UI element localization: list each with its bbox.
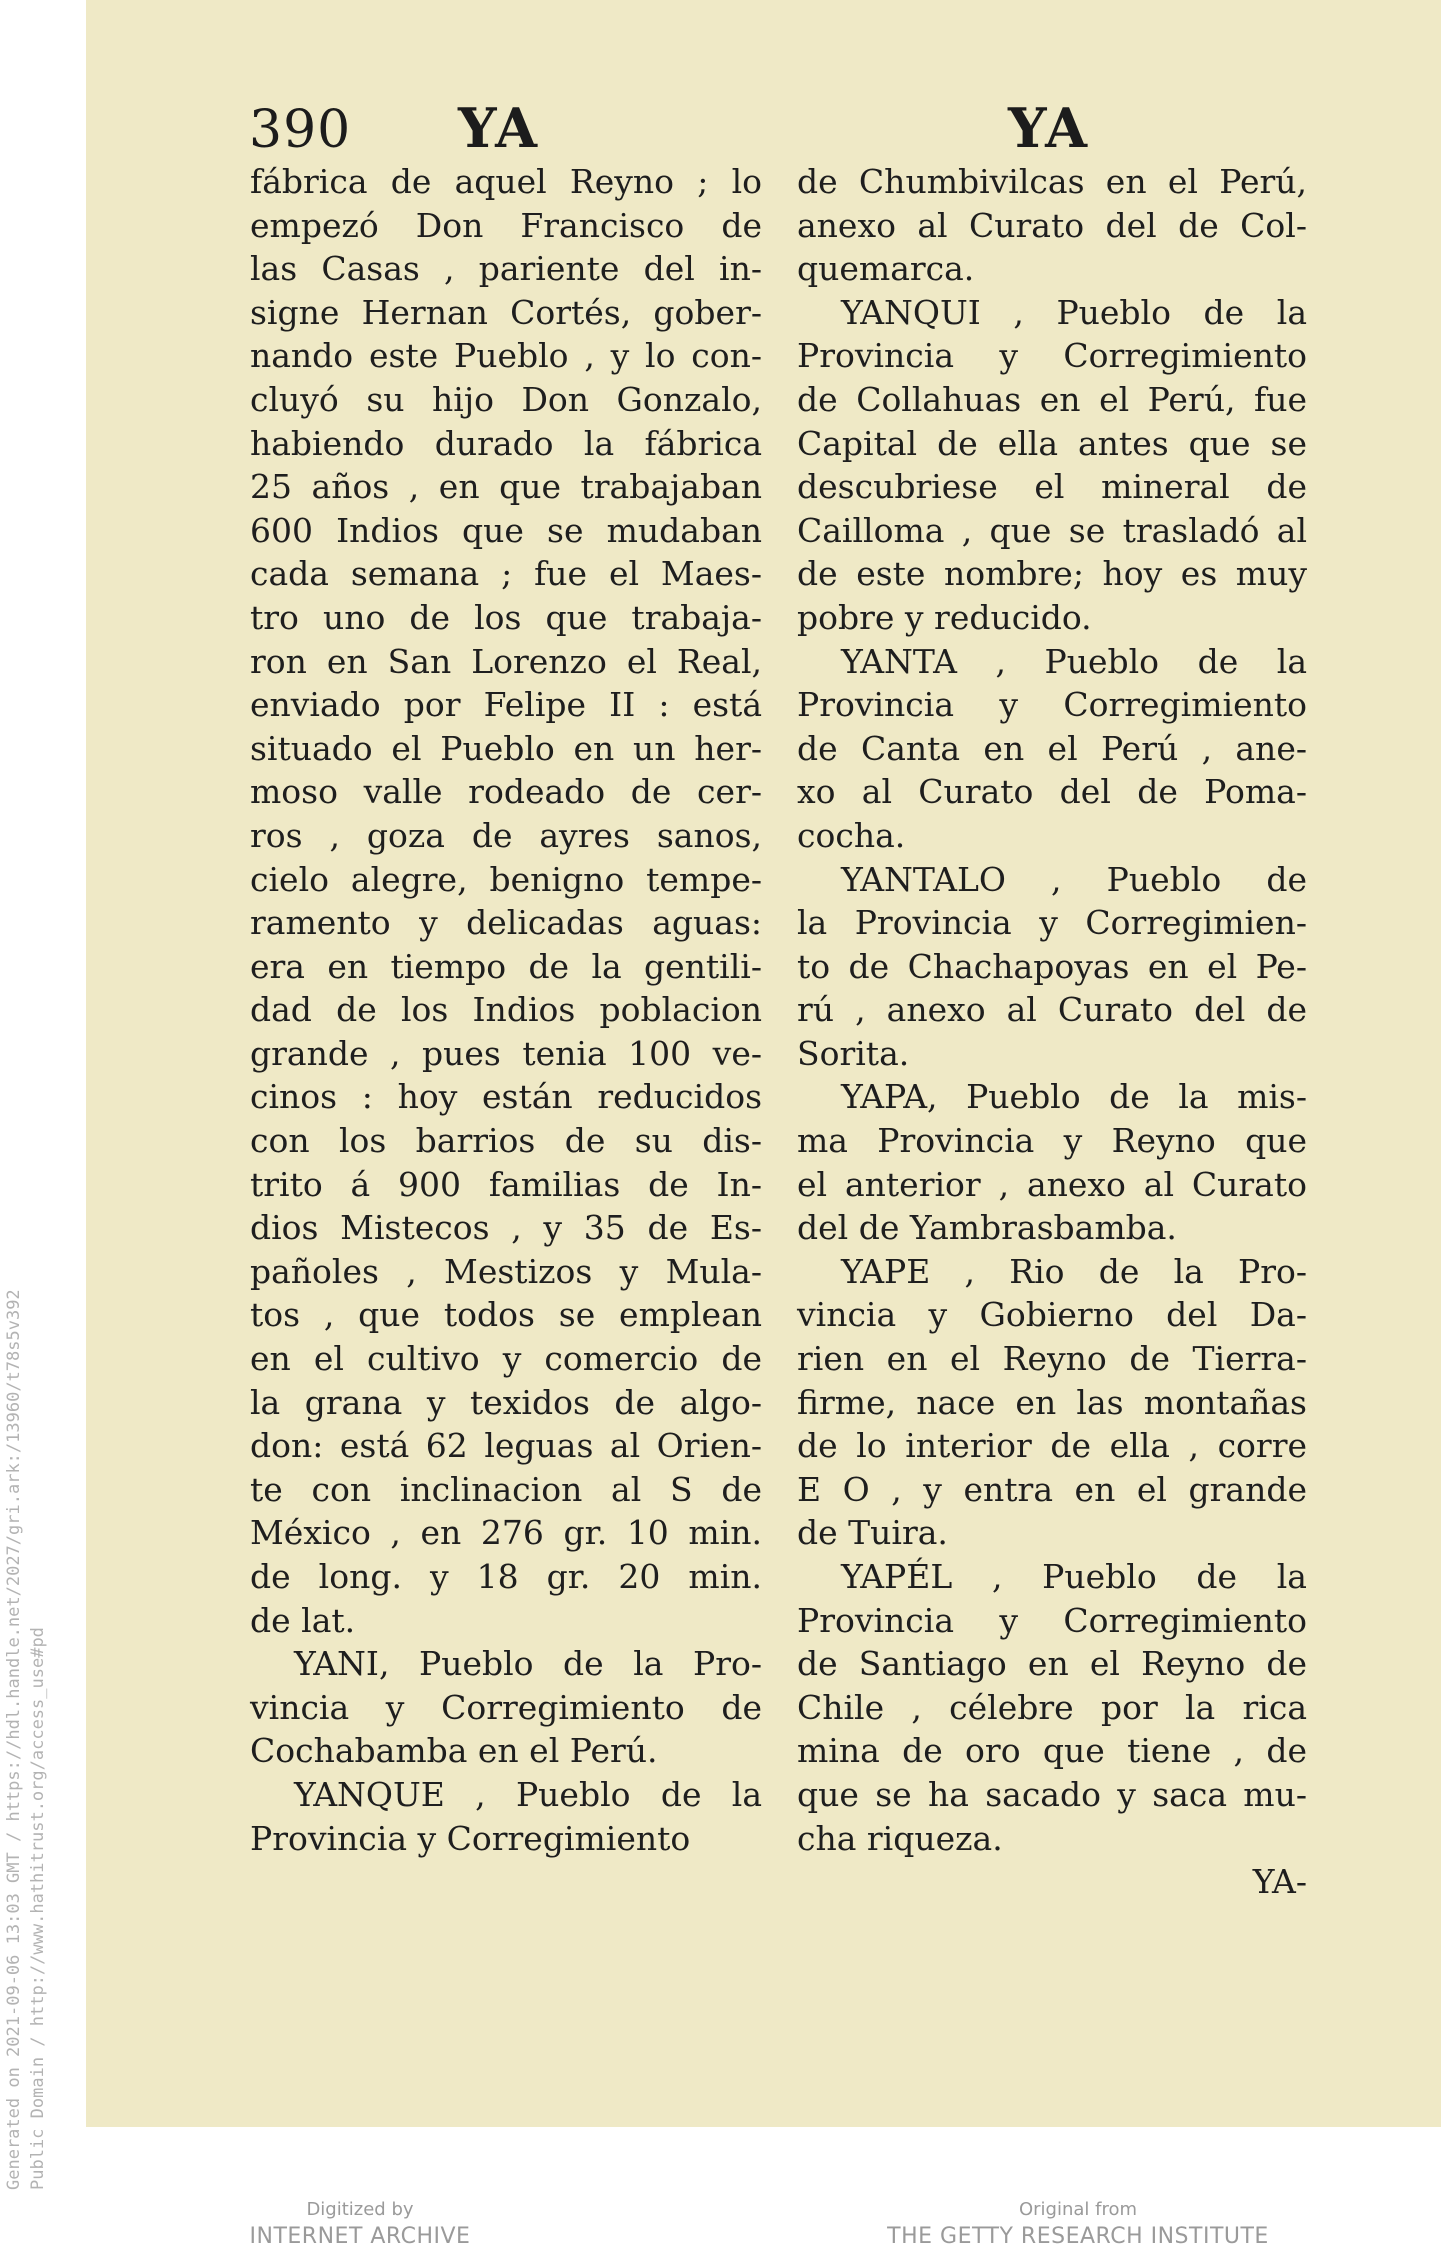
text-line: la Provincia y Corregimien- <box>797 903 1307 943</box>
digitizer-name: INTERNET ARCHIVE <box>249 2224 471 2249</box>
text-line: cada semana ; fue el Maes- <box>250 554 762 594</box>
text-line: ron en San Lorenzo el Real, <box>250 641 762 681</box>
text-line: Provincia y Corregimiento <box>797 685 1307 725</box>
text-line: dad de los Indios poblacion <box>250 990 762 1030</box>
text-line: Cochabamba en el Perú. <box>250 1731 658 1771</box>
text-line: de lo interior de ella , corre <box>797 1426 1307 1466</box>
text-line: de Santiago en el Reyno de <box>797 1644 1307 1684</box>
original-source-name: THE GETTY RESEARCH INSTITUTE <box>887 2224 1269 2249</box>
text-line: Provincia y Corregimiento <box>797 336 1307 376</box>
text-line: vincia y Gobierno del Da- <box>797 1295 1307 1335</box>
text-line: era en tiempo de la gentili- <box>250 946 762 986</box>
text-line: rien en el Reyno de Tierra- <box>797 1339 1307 1379</box>
text-line: México , en 276 gr. 10 min. <box>250 1513 762 1553</box>
text-line: cinos : hoy están reducidos <box>250 1077 762 1117</box>
text-line: de Tuira. <box>797 1513 948 1553</box>
text-line: de este nombre; hoy es muy <box>797 554 1307 594</box>
text-line: mina de oro que tiene , de <box>797 1731 1307 1771</box>
text-line: enviado por Felipe II : está <box>250 685 762 725</box>
text-line: YA- <box>1252 1862 1307 1902</box>
text-column-left <box>250 160 762 1860</box>
text-line: ramento y delicadas aguas: <box>250 903 762 943</box>
text-line: te con inclinacion al S de <box>250 1469 762 1509</box>
text-line: xo al Curato del de Poma- <box>797 772 1307 812</box>
text-line: de lat. <box>250 1600 356 1640</box>
text-line: cluyó su hijo Don Gonzalo, <box>250 379 762 419</box>
text-line: cielo alegre, benigno tempe- <box>250 859 762 899</box>
text-line: Provincia y Corregimiento <box>797 1600 1307 1640</box>
digitized-by-label: Digitized by <box>306 2199 414 2220</box>
text-line: tro uno de los que trabaja- <box>250 597 762 637</box>
text-line: Sorita. <box>797 1033 910 1073</box>
text-line: situado el Pueblo en un her- <box>250 728 762 768</box>
text-column-right <box>797 160 1307 1904</box>
text-line: YANI, Pueblo de la Pro- <box>294 1644 762 1684</box>
text-line: YANTA , Pueblo de la <box>841 641 1307 681</box>
text-line: signe Hernan Cortés, gober- <box>250 292 762 332</box>
original-from-label: Original from <box>1018 2199 1138 2220</box>
text-line: descubriese el mineral de <box>797 467 1307 507</box>
text-line: de long. y 18 gr. 20 min. <box>250 1557 762 1596</box>
text-line: empezó Don Francisco de <box>250 205 762 245</box>
text-line: ma Provincia y Reyno que <box>797 1121 1307 1161</box>
text-line: habiendo durado la fábrica <box>250 423 762 463</box>
text-line: las Casas , pariente del in- <box>250 249 762 289</box>
text-line: cocha. <box>797 815 906 855</box>
text-line: YAPE , Rio de la Pro- <box>841 1251 1307 1291</box>
text-line: del de Yambrasbamba. <box>797 1208 1177 1248</box>
text-line: fábrica de aquel Reyno ; lo <box>250 162 762 201</box>
text-line: anexo al Curato del de Col- <box>797 205 1307 245</box>
text-line: trito á 900 familias de In- <box>250 1164 762 1204</box>
text-line: de Collahuas en el Perú, fue <box>797 379 1307 419</box>
text-line: pañoles , Mestizos y Mula- <box>250 1251 762 1291</box>
watermark-line-generated: Generated on 2021-09-06 13:03 GMT / https://hdl.handle.net/2027/gri.ark:/13960/t78s5v392 <box>4 1289 24 2190</box>
text-line: E O , y entra en el grande <box>797 1469 1307 1509</box>
text-line: nando este Pueblo , y lo con- <box>250 336 762 376</box>
text-line: pobre y reducido. <box>797 597 1092 637</box>
running-head-right: YA <box>1008 96 1089 160</box>
text-line: dios Mistecos , y 35 de Es- <box>250 1208 762 1248</box>
text-line: la grana y texidos de algo- <box>250 1382 762 1422</box>
running-head-left: YA <box>458 96 539 160</box>
page-number: 390 <box>249 100 352 160</box>
text-line: to de Chachapoyas en el Pe- <box>797 946 1307 986</box>
text-line: YANQUI , Pueblo de la <box>841 292 1307 332</box>
text-line: YANTALO , Pueblo de <box>841 859 1307 899</box>
text-line: tos , que todos se emplean <box>250 1295 762 1335</box>
text-line: cha riqueza. <box>797 1818 1003 1858</box>
text-line: grande , pues tenia 100 ve- <box>250 1033 762 1073</box>
text-line: rú , anexo al Curato del de <box>797 990 1307 1030</box>
text-line: 600 Indios que se mudaban <box>250 510 762 550</box>
access-watermark <box>2 1289 48 2190</box>
text-line: vincia y Corregimiento de <box>250 1687 762 1727</box>
text-line: YANQUE , Pueblo de la <box>294 1774 762 1814</box>
text-line: ros , goza de ayres sanos, <box>250 815 762 855</box>
text-line: en el cultivo y comercio de <box>250 1339 762 1379</box>
text-line: don: está 62 leguas al Orien- <box>250 1426 762 1466</box>
text-line: quemarca. <box>797 249 975 289</box>
text-line: moso valle rodeado de cer- <box>250 772 762 812</box>
text-line: el anterior , anexo al Curato <box>797 1164 1307 1204</box>
text-line: Capital de ella antes que se <box>797 423 1307 463</box>
text-line: Cailloma , que se trasladó al <box>797 510 1307 550</box>
text-line: que se ha sacado y saca mu- <box>797 1774 1307 1814</box>
text-line: de Canta en el Perú , ane- <box>797 728 1307 768</box>
text-line: firme, nace en las montañas <box>797 1382 1307 1422</box>
text-line: YAPÉL , Pueblo de la <box>841 1557 1307 1596</box>
text-line: Chile , célebre por la rica <box>797 1687 1307 1727</box>
text-line: YAPA, Pueblo de la mis- <box>841 1077 1307 1117</box>
text-line: Provincia y Corregimiento <box>250 1818 691 1858</box>
watermark-line-rights: Public Domain / http://www.hathitrust.org/access_use#pd <box>28 1627 48 2190</box>
text-line: de Chumbivilcas en el Perú, <box>797 162 1307 201</box>
text-line: 25 años , en que trabajaban <box>250 467 762 507</box>
text-line: con los barrios de su dis- <box>250 1121 762 1161</box>
